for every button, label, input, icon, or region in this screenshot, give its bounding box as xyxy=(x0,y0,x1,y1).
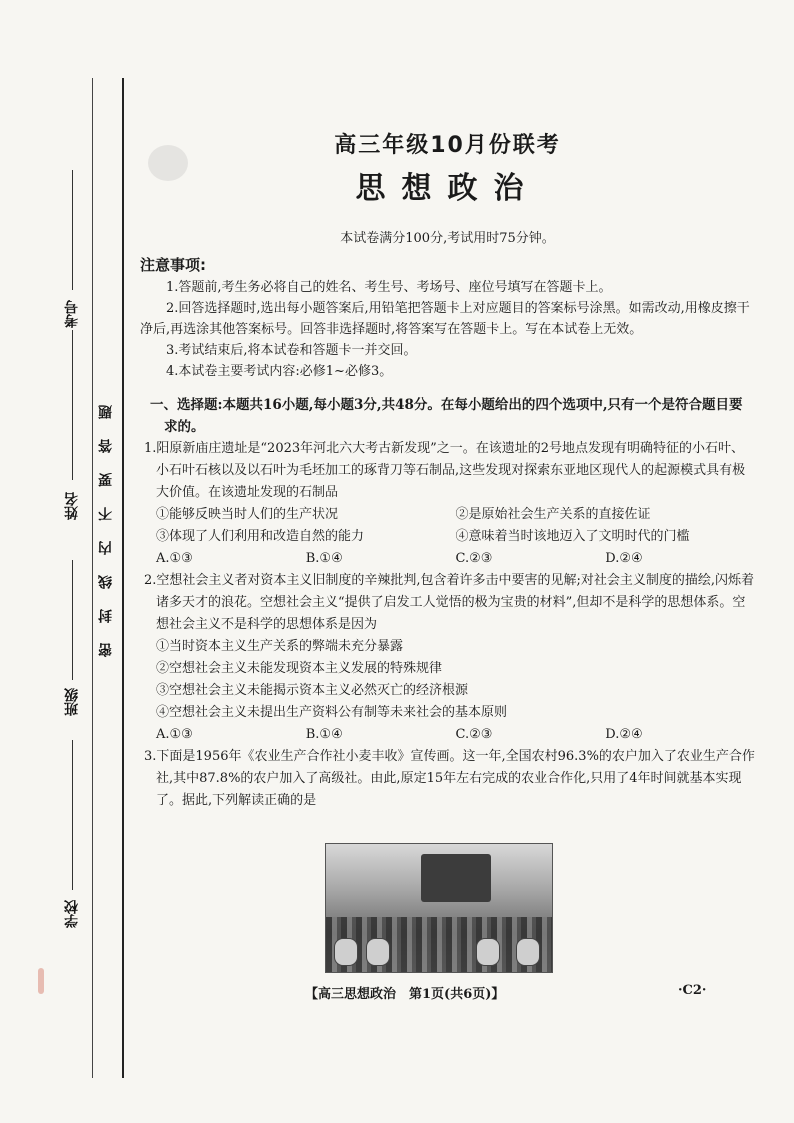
name-label: 姓名 xyxy=(64,492,80,520)
choice-b: B.①④ xyxy=(305,727,343,742)
subject-title: 思想政治 xyxy=(355,171,540,206)
section-heading: 一、选择题:本题共16小题,每小题3分,共48分。在每小题给出的四个选项中,只有一个是符合题目要求的。 xyxy=(150,397,743,435)
option-statement: ④空想社会主义未提出生产资料公有制等未来社会的基本原则 xyxy=(156,705,508,720)
question-2-choices xyxy=(140,724,755,746)
exam-info: 本试卷满分100分,考试用时75分钟。 xyxy=(340,231,555,246)
option-statement: ②是原始社会生产关系的直接佐证 xyxy=(455,507,651,522)
paper-code: ·C2· xyxy=(678,983,707,998)
poster-sack xyxy=(334,938,358,966)
seal-char: 答 xyxy=(98,419,114,453)
choice-c: C.②③ xyxy=(455,727,493,742)
school-fill-line xyxy=(72,740,73,890)
exam-title: 高三年级10月份联考 xyxy=(334,133,561,158)
option-statement: ①当时资本主义生产关系的弊端未充分暴露 xyxy=(156,639,404,654)
choice-b: B.①④ xyxy=(305,551,343,566)
choice-a: A.①③ xyxy=(156,727,193,742)
seal-char: 线 xyxy=(98,555,114,589)
option-statement: ③体现了人们利用和改造自然的能力 xyxy=(156,529,365,544)
poster-truck xyxy=(421,854,491,902)
poster-sack xyxy=(516,938,540,966)
seal-char: 不 xyxy=(98,487,114,521)
class-label: 班级 xyxy=(64,688,80,716)
option-statement: ④意味着当时该地迈入了文明时代的门槛 xyxy=(455,529,690,544)
seal-char: 密 xyxy=(98,623,114,657)
choice-a: A.①③ xyxy=(156,551,193,566)
option-statement: ②空想社会主义未能发现资本主义发展的特殊规律 xyxy=(156,661,443,676)
seal-char: 封 xyxy=(98,589,114,623)
poster-sack xyxy=(366,938,390,966)
question-2-stem: 2.空想社会主义者对资本主义旧制度的辛辣批判,包含着许多击中要害的见解;对社会主义制度的描绘,闪烁着诸多天才的浪花。空想社会主义“提供了启发工人觉悟的极为宝贵的材料”,但却不是科学的思想体系。空想社会主义不是科学的思想体系是因为 xyxy=(144,573,755,632)
edge-color-mark xyxy=(38,968,44,994)
choice-d: D.②④ xyxy=(605,551,643,566)
binding-line-outer xyxy=(92,78,93,1078)
seal-char: 题 xyxy=(98,385,114,419)
school-label: 学校 xyxy=(64,900,80,928)
binding-line-inner xyxy=(122,78,124,1078)
option-statement: ①能够反映当时人们的生产状况 xyxy=(156,507,339,522)
choice-d: D.②④ xyxy=(605,727,643,742)
seal-char: 要 xyxy=(98,453,114,487)
choice-c: C.②③ xyxy=(455,551,493,566)
propaganda-poster-image xyxy=(325,843,553,973)
notes-title: 注意事项: xyxy=(140,256,206,274)
exam-content xyxy=(140,128,755,812)
seal-char: 内 xyxy=(98,521,114,555)
name-fill-line xyxy=(72,330,73,480)
page-footer: 【高三思想政治 第1页(共6页)】 xyxy=(305,987,505,1002)
note-item: 2.回答选择题时,选出每小题答案后,用铅笔把答题卡上对应题目的答案标号涂黑。如需改动,用橡皮擦干净后,再选涂其他答案标号。回答非选择题时,将答案写在答题卡上。写在本试卷上无效。 xyxy=(140,301,750,337)
seal-line-text xyxy=(96,385,116,657)
note-item: 1.答题前,考生务必将自己的姓名、考生号、考场号、座位号填写在答题卡上。 xyxy=(166,280,612,295)
note-item: 3.考试结束后,将本试卷和答题卡一并交回。 xyxy=(166,343,417,358)
question-1-choices xyxy=(140,548,755,570)
class-fill-line xyxy=(72,560,73,680)
note-item: 4.本试卷主要考试内容:必修1~必修3。 xyxy=(166,364,393,379)
exam-no-fill-line xyxy=(72,170,73,290)
question-1-stem: 1.阳原新庙庄遗址是“2023年河北六大考古新发现”之一。在该遗址的2号地点发现有明确特征的小石叶、小石叶石核以及以石叶为毛坯加工的琢背刀等石制品,这些发现对探索东亚地区现代人的起源模式具有极大价值。在该遗址发现的石制品 xyxy=(144,441,746,500)
question-1-options xyxy=(140,504,755,548)
exam-no-label: 考号 xyxy=(64,300,80,328)
option-statement: ③空想社会主义未能揭示资本主义必然灭亡的经济根源 xyxy=(156,683,469,698)
poster-sack xyxy=(476,938,500,966)
question-3-stem: 3.下面是1956年《农业生产合作社小麦丰收》宣传画。这一年,全国农村96.3%的农户加入了农业生产合作社,其中87.8%的农户加入了高级社。由此,原定15年左右完成的农业合作化,只用了4年时间就基本实现了。据此,下列解读正确的是 xyxy=(144,749,755,808)
